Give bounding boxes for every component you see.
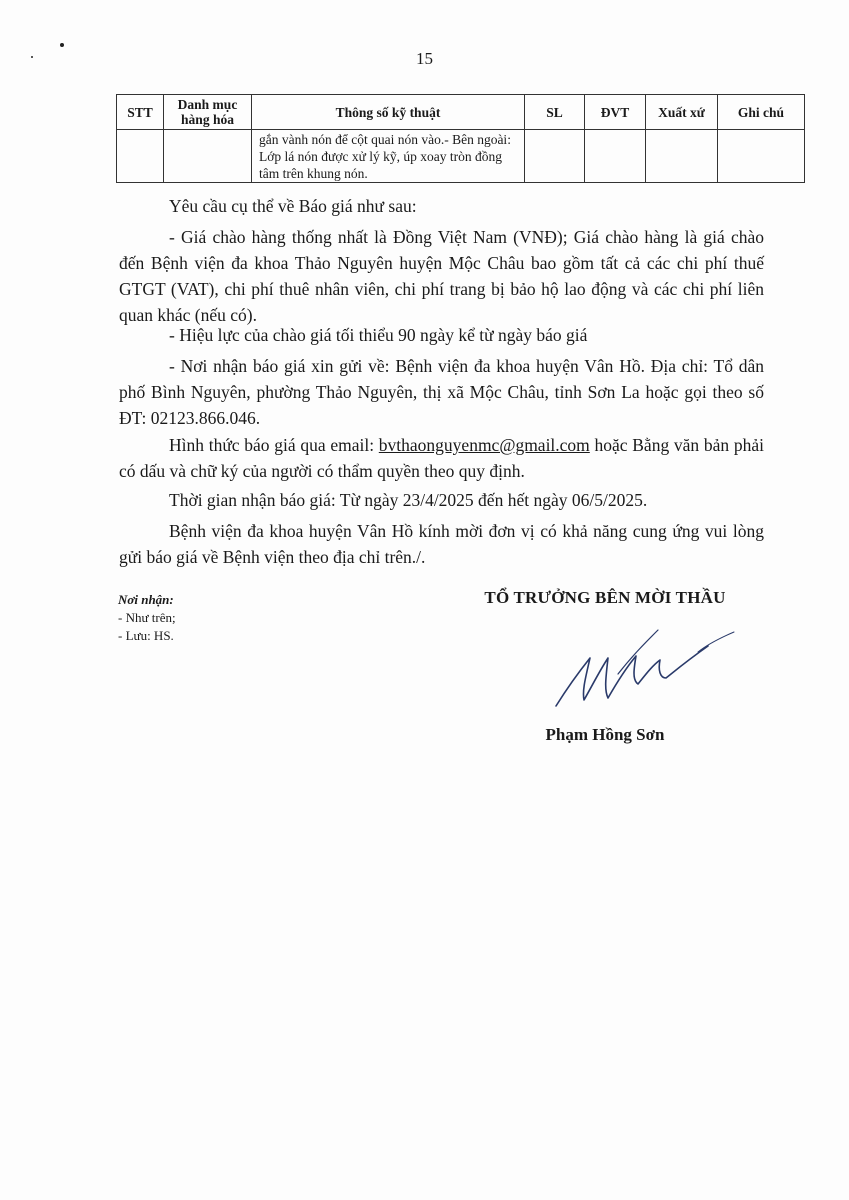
- header-item: Danh mục hàng hóa: [164, 95, 252, 130]
- header-unit: ĐVT: [585, 95, 646, 130]
- page-number: 15: [416, 49, 433, 68]
- form-prefix: Hình thức báo giá qua email:: [169, 435, 379, 455]
- scan-speck: [60, 43, 64, 47]
- table-row: [117, 130, 805, 183]
- cell-qty: [525, 130, 585, 183]
- address-paragraph: - Nơi nhận báo giá xin gửi về: Bệnh viện đa khoa huyện Vân Hồ. Địa chỉ: Tổ dân phố Bình Nguyên, phường Thảo Nguyên, thị xã Mộc Châu, tỉnh Sơn La hoặc gọi theo số ĐT: 02123.866.046.: [119, 356, 764, 428]
- recipients-title: Nơi nhận:: [118, 592, 174, 607]
- recipient-item: - Lưu: HS.: [118, 628, 174, 643]
- header-origin: Xuất xứ: [646, 95, 718, 130]
- cell-note: [718, 130, 805, 183]
- header-stt: STT: [117, 95, 164, 130]
- intro-paragraph: Yêu cầu cụ thể về Báo giá như sau:: [169, 196, 417, 216]
- validity-paragraph: - Hiệu lực của chào giá tối thiểu 90 ngày kể từ ngày báo giá: [169, 325, 588, 345]
- header-spec: Thông số kỹ thuật: [252, 95, 525, 130]
- cell-stt: [117, 130, 164, 183]
- header-note: Ghi chú: [718, 95, 805, 130]
- email-link[interactable]: bvthaonguyenmc@gmail.com: [378, 435, 590, 455]
- recipients-block: [118, 591, 176, 645]
- currency-paragraph: - Giá chào hàng thống nhất là Đồng Việt Nam (VNĐ); Giá chào hàng là giá chào đến Bệnh viện đa khoa Thảo Nguyên huyện Mộc Châu bao gồm tất cả các chi phí thuế GTGT (VAT), chi phí thuê nhân viên, chi phí trang bị bảo hộ lao động và các chi phí liên quan khác (nếu có).: [119, 227, 764, 325]
- invite-paragraph: Bệnh viện đa khoa huyện Vân Hồ kính mời đơn vị có khả năng cung ứng vui lòng gửi báo giá về Bệnh viện theo địa chỉ trên./.: [119, 521, 764, 567]
- handwritten-signature: [548, 628, 748, 718]
- cell-unit: [585, 130, 646, 183]
- signer-name: Phạm Hồng Sơn: [545, 725, 665, 744]
- table-header-row: [117, 95, 805, 130]
- form-suffix: hoặc Bằng văn bản phải có dấu và chữ ký của người có thẩm quyền theo quy định.: [119, 435, 765, 481]
- signer-title: TỔ TRƯỞNG BÊN MỜI THẦU: [484, 588, 726, 607]
- time-paragraph: Thời gian nhận báo giá: Từ ngày 23/4/2025 đến hết ngày 06/5/2025.: [169, 490, 648, 510]
- recipient-item: - Như trên;: [118, 610, 176, 625]
- header-qty: SL: [525, 95, 585, 130]
- cell-spec: [252, 130, 525, 183]
- form-paragraph: [119, 432, 764, 484]
- spec-table: [116, 94, 805, 183]
- spec-text: gắn vành nón để cột quai nón vào.- Bên ngoài: Lớp lá nón được xử lý kỹ, úp xoay tròn đồng tâm trên khung nón.: [259, 132, 511, 181]
- cell-item: [164, 130, 252, 183]
- cell-origin: [646, 130, 718, 183]
